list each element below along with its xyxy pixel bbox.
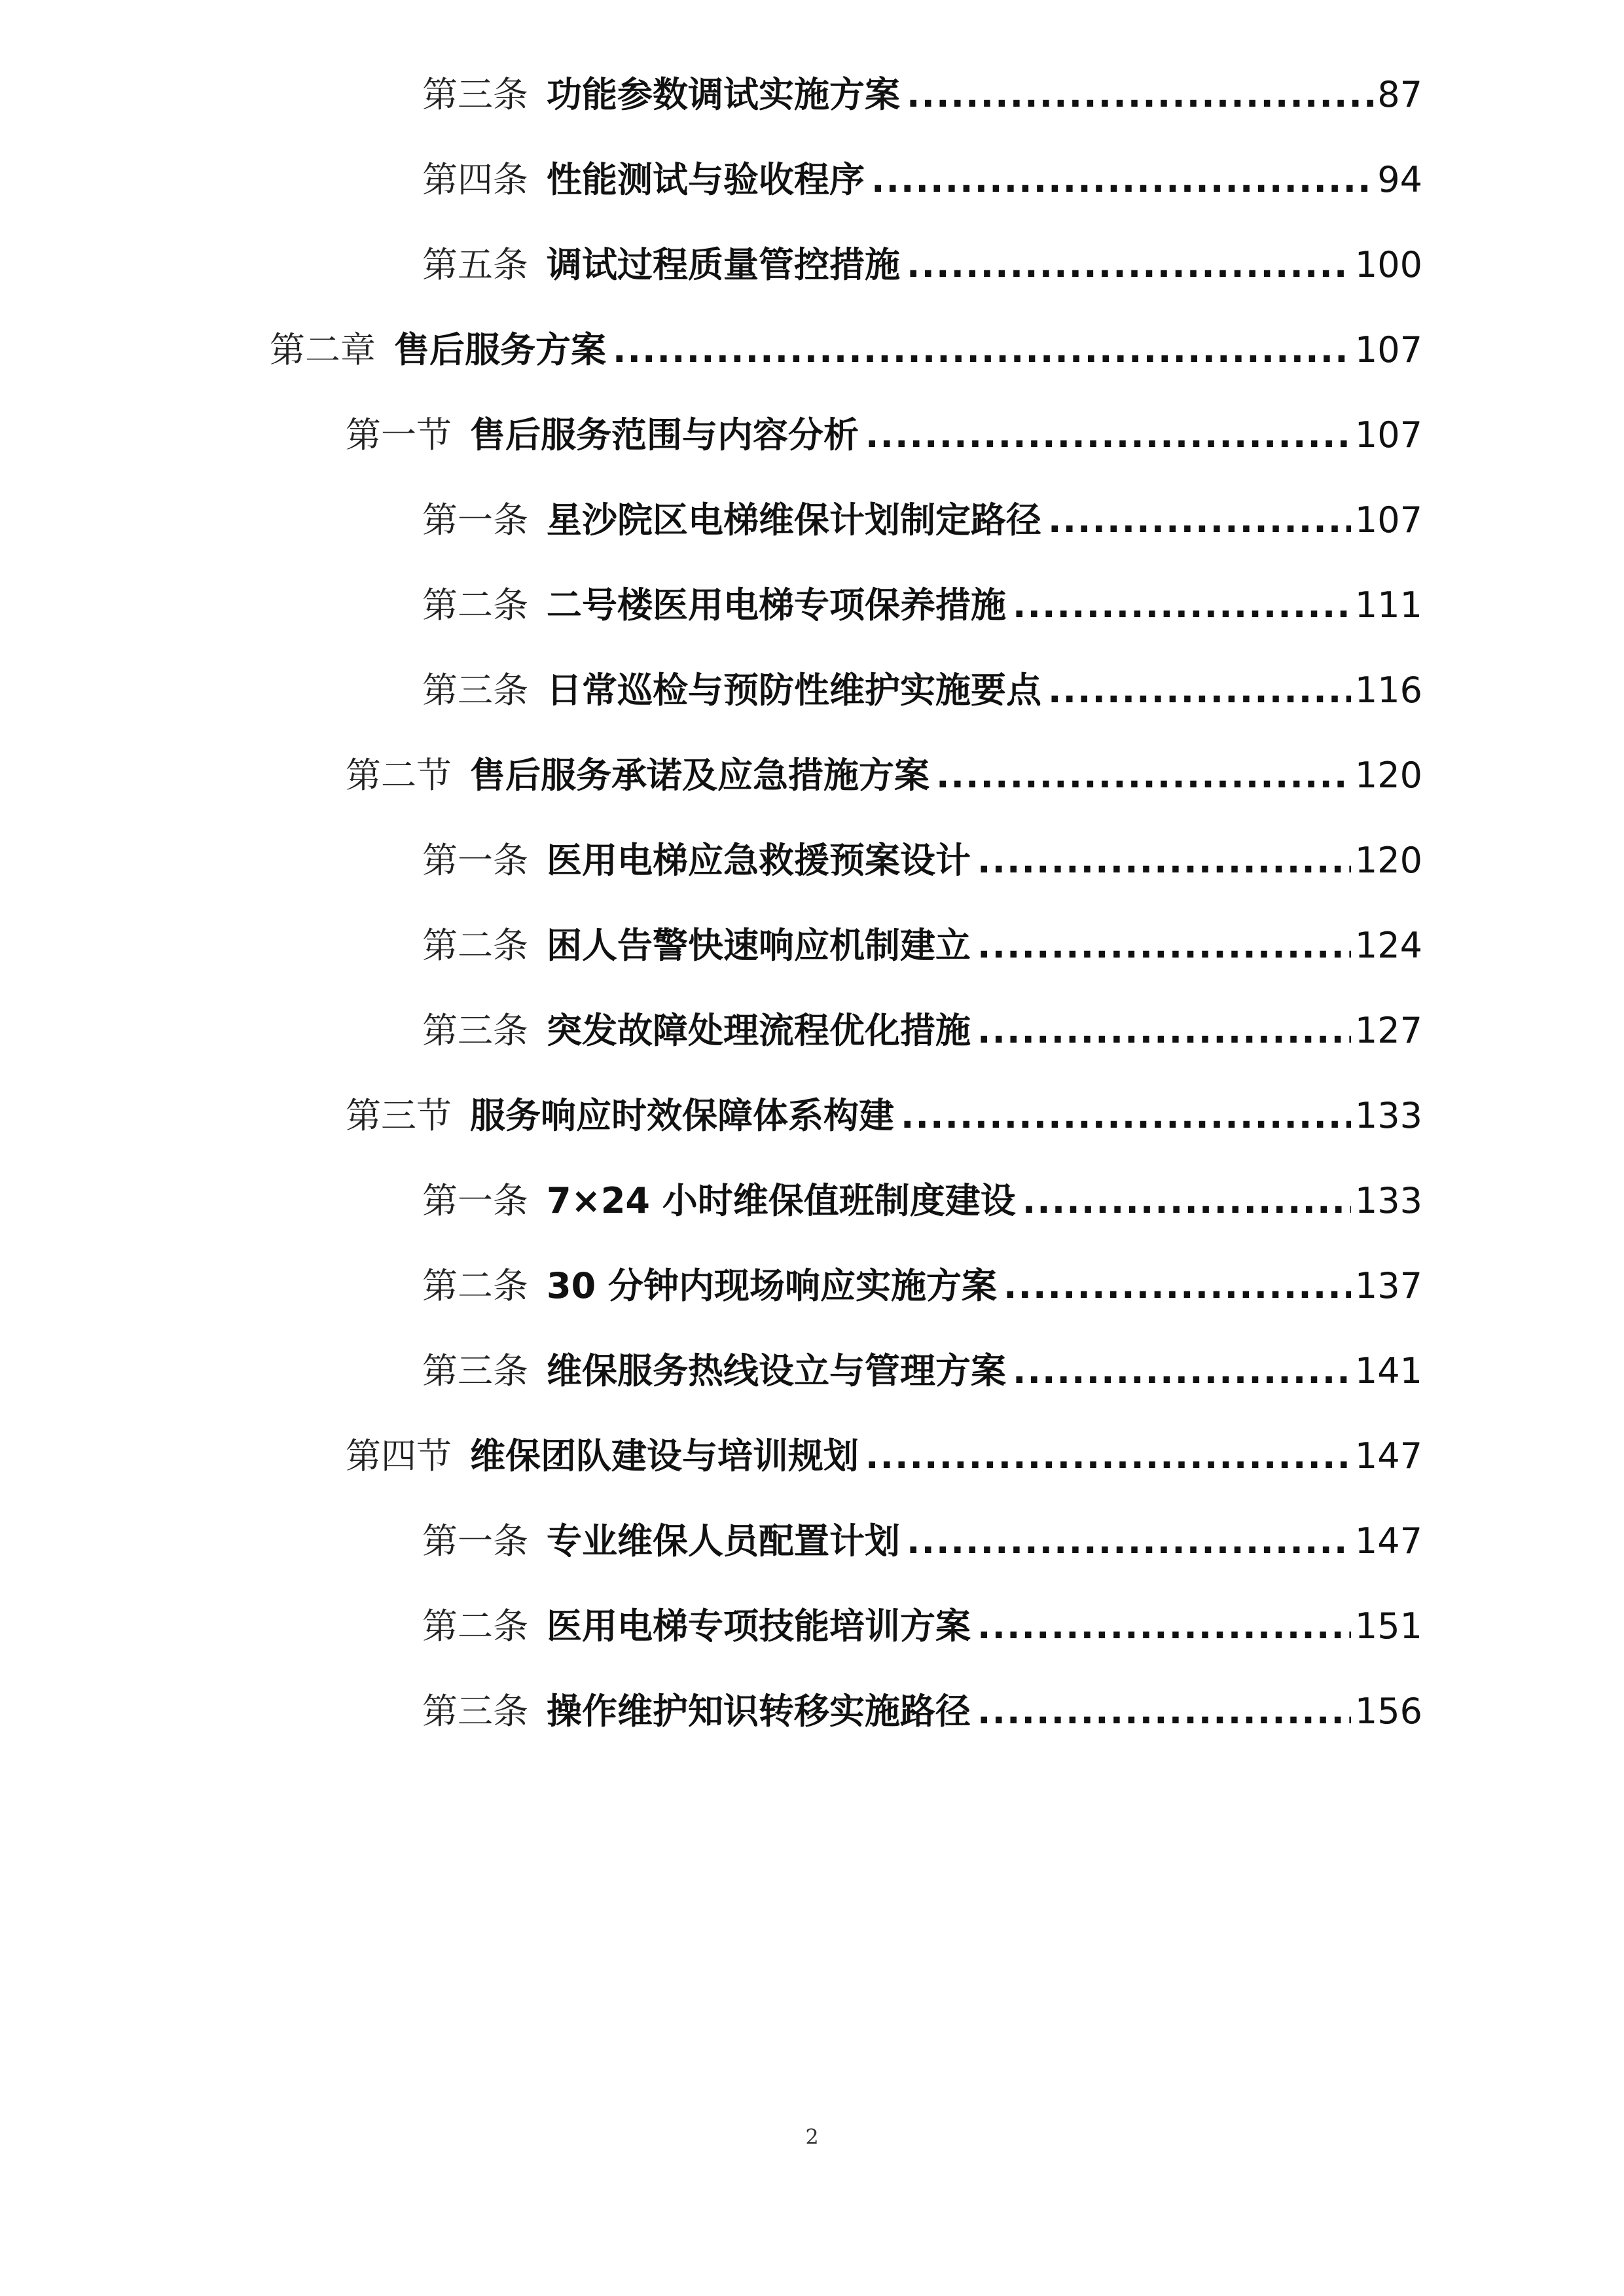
toc-entry-page: 107: [1354, 329, 1422, 370]
toc-entry-title: 功能参数调试实施方案: [547, 74, 900, 115]
toc-entry-number: 第二条: [422, 584, 528, 626]
toc-entry-number: 第一条: [422, 840, 528, 881]
toc-entry-number: 第一条: [422, 1180, 528, 1221]
toc-entry-number: 第三条: [422, 1010, 528, 1051]
toc-entry-page: 87: [1377, 74, 1422, 115]
dot-leader: [1022, 1175, 1351, 1227]
toc-entry[interactable]: [422, 1515, 1422, 1568]
toc-entry-page: 133: [1354, 1095, 1422, 1136]
toc-entry-page: 111: [1354, 584, 1422, 626]
toc-entry-number: 第四节: [346, 1435, 452, 1477]
toc-entry-chapter[interactable]: [270, 324, 1422, 376]
toc-entry-number: 第三条: [422, 74, 528, 115]
toc-entry-title: 医用电梯应急救援预案设计: [547, 840, 971, 881]
toc-entry-page: 133: [1354, 1180, 1422, 1221]
toc-entry-page: 116: [1354, 670, 1422, 711]
toc-entry-page: 120: [1354, 840, 1422, 881]
toc-entry-title: 医用电梯专项技能培训方案: [547, 1605, 971, 1647]
toc-entry-number: 第三条: [422, 1350, 528, 1391]
toc-entry[interactable]: [422, 1175, 1422, 1227]
toc-entry-number: 第二条: [422, 925, 528, 966]
toc-entry[interactable]: [422, 239, 1422, 291]
toc-entry-number: 第二节: [346, 755, 452, 796]
dot-leader: [865, 1430, 1351, 1482]
toc-entry[interactable]: [422, 920, 1422, 972]
toc-entry-page: 151: [1354, 1605, 1422, 1647]
toc-entry[interactable]: [422, 1600, 1422, 1653]
toc-entry-title: 性能测试与验收程序: [547, 159, 865, 200]
toc-entry-page: 94: [1377, 159, 1422, 200]
toc-entry-title: 操作维护知识转移实施路径: [547, 1691, 971, 1732]
toc-entry-page: 107: [1354, 414, 1422, 456]
dot-leader: [1003, 1260, 1351, 1312]
toc-entry[interactable]: [422, 1345, 1422, 1397]
toc-entry-number: 第二章: [270, 329, 376, 370]
dot-leader: [907, 69, 1373, 121]
toc-entry-title: 服务响应时效保障体系构建: [470, 1095, 894, 1136]
dot-leader: [1013, 1345, 1351, 1397]
toc-entry-number: 第一节: [346, 414, 452, 456]
toc-entry-number: 第三条: [422, 670, 528, 711]
toc-entry-title: 维保团队建设与培训规划: [470, 1435, 859, 1477]
toc-entry-page: 137: [1354, 1265, 1422, 1306]
dot-leader: [613, 324, 1351, 376]
toc-entry-number: 第一条: [422, 1520, 528, 1562]
toc-entry-title: 维保服务热线设立与管理方案: [547, 1350, 1006, 1391]
toc-entry-page: 147: [1354, 1435, 1422, 1477]
toc-entry-title: 调试过程质量管控措施: [547, 244, 900, 285]
toc-entry-page: 127: [1354, 1010, 1422, 1051]
toc-entry-title: 二号楼医用电梯专项保养措施: [547, 584, 1006, 626]
toc-entry-page: 156: [1354, 1691, 1422, 1732]
dot-leader: [871, 154, 1373, 206]
toc-entry[interactable]: [422, 69, 1422, 121]
dot-leader: [977, 1005, 1351, 1057]
toc-entry-title: 日常巡检与预防性维护实施要点: [547, 670, 1041, 711]
dot-leader: [936, 749, 1351, 802]
toc-entry-section[interactable]: [346, 1430, 1422, 1482]
toc-entry-section[interactable]: [346, 409, 1422, 461]
dot-leader: [907, 1515, 1351, 1568]
toc-entry-title: 星沙院区电梯维保计划制定路径: [547, 499, 1041, 541]
toc-entry-page: 124: [1354, 925, 1422, 966]
toc-entry-title: 困人告警快速响应机制建立: [547, 925, 971, 966]
toc-entry-title: 专业维保人员配置计划: [547, 1520, 900, 1562]
toc-entry[interactable]: [422, 834, 1422, 887]
toc-entry-page: 120: [1354, 755, 1422, 796]
toc-entry-number: 第三节: [346, 1095, 452, 1136]
dot-leader: [1013, 579, 1351, 632]
toc-entry-title: 售后服务承诺及应急措施方案: [470, 755, 929, 796]
toc-entry[interactable]: [422, 664, 1422, 717]
toc-entry[interactable]: [422, 1685, 1422, 1738]
page-number: 2: [805, 2125, 819, 2149]
toc-entry-title: 突发故障处理流程优化措施: [547, 1010, 971, 1051]
toc-entry[interactable]: [422, 154, 1422, 206]
toc-entry-title: 7×24 小时维保值班制度建设: [547, 1180, 1016, 1221]
dot-leader: [865, 409, 1351, 461]
toc-entry[interactable]: [422, 1260, 1422, 1312]
toc-entry-page: 100: [1354, 244, 1422, 285]
toc-entry[interactable]: [422, 1005, 1422, 1057]
toc-entry-number: 第五条: [422, 244, 528, 285]
toc-entry-page: 107: [1354, 499, 1422, 541]
toc-entry-page: 147: [1354, 1520, 1422, 1562]
toc-entry-page: 141: [1354, 1350, 1422, 1391]
toc-entry[interactable]: [422, 494, 1422, 547]
toc-entry-section[interactable]: [346, 749, 1422, 802]
dot-leader: [977, 834, 1351, 887]
toc-entry-number: 第一条: [422, 499, 528, 541]
dot-leader: [907, 239, 1351, 291]
dot-leader: [977, 1600, 1351, 1653]
toc-entry-title: 30 分钟内现场响应实施方案: [547, 1265, 997, 1306]
toc-entry[interactable]: [422, 579, 1422, 632]
toc-entry-number: 第四条: [422, 159, 528, 200]
dot-leader: [1048, 494, 1351, 547]
toc-entry-number: 第二条: [422, 1265, 528, 1306]
dot-leader: [977, 920, 1351, 972]
toc-entry-title: 售后服务范围与内容分析: [470, 414, 859, 456]
toc-entry-number: 第三条: [422, 1691, 528, 1732]
toc-entry-title: 售后服务方案: [394, 329, 606, 370]
dot-leader: [1048, 664, 1351, 717]
toc-entry-number: 第二条: [422, 1605, 528, 1647]
dot-leader: [901, 1090, 1351, 1142]
toc-entry-section[interactable]: [346, 1090, 1422, 1142]
dot-leader: [977, 1685, 1351, 1738]
